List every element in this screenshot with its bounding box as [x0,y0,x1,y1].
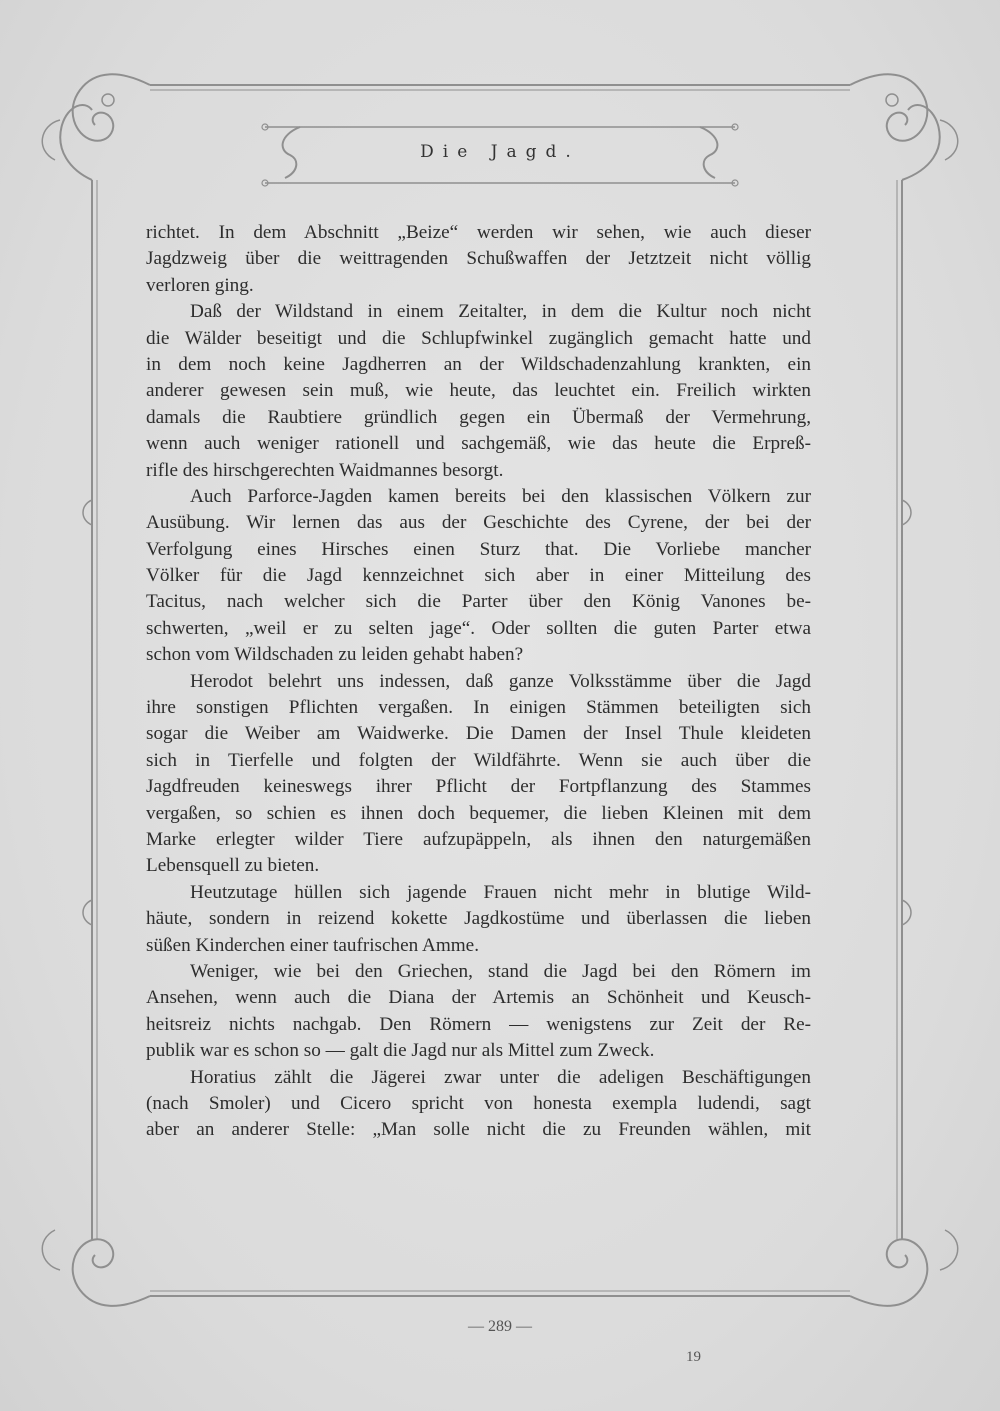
paragraph [146,669,811,880]
signature-mark: 19 [686,1349,701,1365]
text-line: Weniger, wie bei den Griechen, stand die Jagd bei den Römern im [190,960,811,982]
text-line: Jagdfreuden keineswegs ihrer Pflicht der Fortpflanzung des Stammes [146,776,811,798]
text-line: Heutzutage hüllen sich jagende Frauen nicht mehr in blutige Wild- [190,881,811,903]
paragraph [146,959,811,1065]
text-line: vergaßen, so schien es ihnen doch bequemer, die lieben Kleinen mit dem [146,802,811,824]
paragraph [146,484,811,669]
text-line: Verfolgung eines Hirsches einen Sturz that. Die Vorliebe mancher [146,538,811,560]
paragraph [146,1065,811,1144]
text-line: heitsreiz nichts nachgab. Den Römern — wenigstens zur Zeit der Re- [146,1013,811,1035]
text-line: Auch Parforce-Jagden kamen bereits bei den klassischen Völkern zur [190,485,811,507]
text-line: in dem noch keine Jagdherren an der Wildschadenzahlung krankten, ein [146,353,811,375]
header-title: Die Jagd. [420,142,580,162]
text-line: damals die Raubtiere gründlich gegen ein Übermaß der Vermehrung, [146,406,811,428]
text-line: die Wälder beseitigt und die Schlupfwinkel zugänglich gemacht hatte und [146,327,811,349]
text-line: Marke erlegter wilder Tiere aufzupäppeln, als ihnen den naturgemäßen [146,828,811,850]
text-line: häute, sondern in reizend kokette Jagdkostüme und überlassen die lieben [146,908,811,930]
text-line: wenn auch weniger rationell und sachgemäß, wie das heute die Erpreß- [146,433,811,455]
text-line: Daß der Wildstand in einem Zeitalter, in dem die Kultur noch nicht [190,301,811,323]
text-line: publik war es schon so — galt die Jagd nur als Mittel zum Zweck. [146,1040,655,1062]
body-text [146,220,811,1144]
paragraph [146,220,811,299]
text-line: Horatius zählt die Jägerei zwar unter die adeligen Beschäftigungen [190,1066,811,1088]
paragraph [146,880,811,959]
text-line: Ansehen, wenn auch die Diana der Artemis an Schönheit und Keusch- [146,987,811,1009]
text-line: Lebensquell zu bieten. [146,855,320,877]
paragraph [146,299,811,484]
text-line: sich in Tierfelle und folgten der Wildfährte. Wenn sie auch über die [146,749,811,771]
text-line: Völker für die Jagd kennzeichnet sich aber in einer Mitteilung des [146,565,811,587]
text-line: Tacitus, nach welcher sich die Parter über den König Vanones be- [146,591,811,613]
text-line: süßen Kinderchen einer taufrischen Amme. [146,934,479,956]
page-number: — 289 — [468,1318,532,1335]
text-line: verloren ging. [146,274,254,296]
text-line: aber an anderer Stelle: „Man solle nicht die zu Freunden wählen, mit [146,1119,811,1141]
running-header [0,142,1000,172]
text-line: rifle des hirschgerechten Waidmannes besorgt. [146,459,504,481]
text-line: schon vom Wildschaden zu leiden gehabt haben? [146,644,524,666]
text-line: richtet. In dem Abschnitt „Beize“ werden wir sehen, wie auch dieser [146,222,811,243]
text-line: ihre sonstigen Pflichten vergaßen. In einigen Stämmen beteiligten sich [146,697,811,719]
text-line: Herodot belehrt uns indessen, daß ganze Volksstämme über die Jagd [190,670,811,692]
text-line: anderer gewesen sein muß, wie heute, das leuchtet ein. Freilich wirkten [146,380,811,402]
text-line: sogar die Weiber am Waidwerke. Die Damen der Insel Thule kleideten [146,723,811,745]
text-line: (nach Smoler) und Cicero spricht von honesta exempla ludendi, sagt [146,1092,811,1114]
text-line: schwerten, „weil er zu selten jage“. Oder sollten die guten Parter etwa [146,617,811,639]
text-line: Ausübung. Wir lernen das aus der Geschichte des Cyrene, der bei der [146,512,811,534]
text-line: Jagdzweig über die weittragenden Schußwaffen der Jetztzeit nicht völlig [146,248,811,270]
